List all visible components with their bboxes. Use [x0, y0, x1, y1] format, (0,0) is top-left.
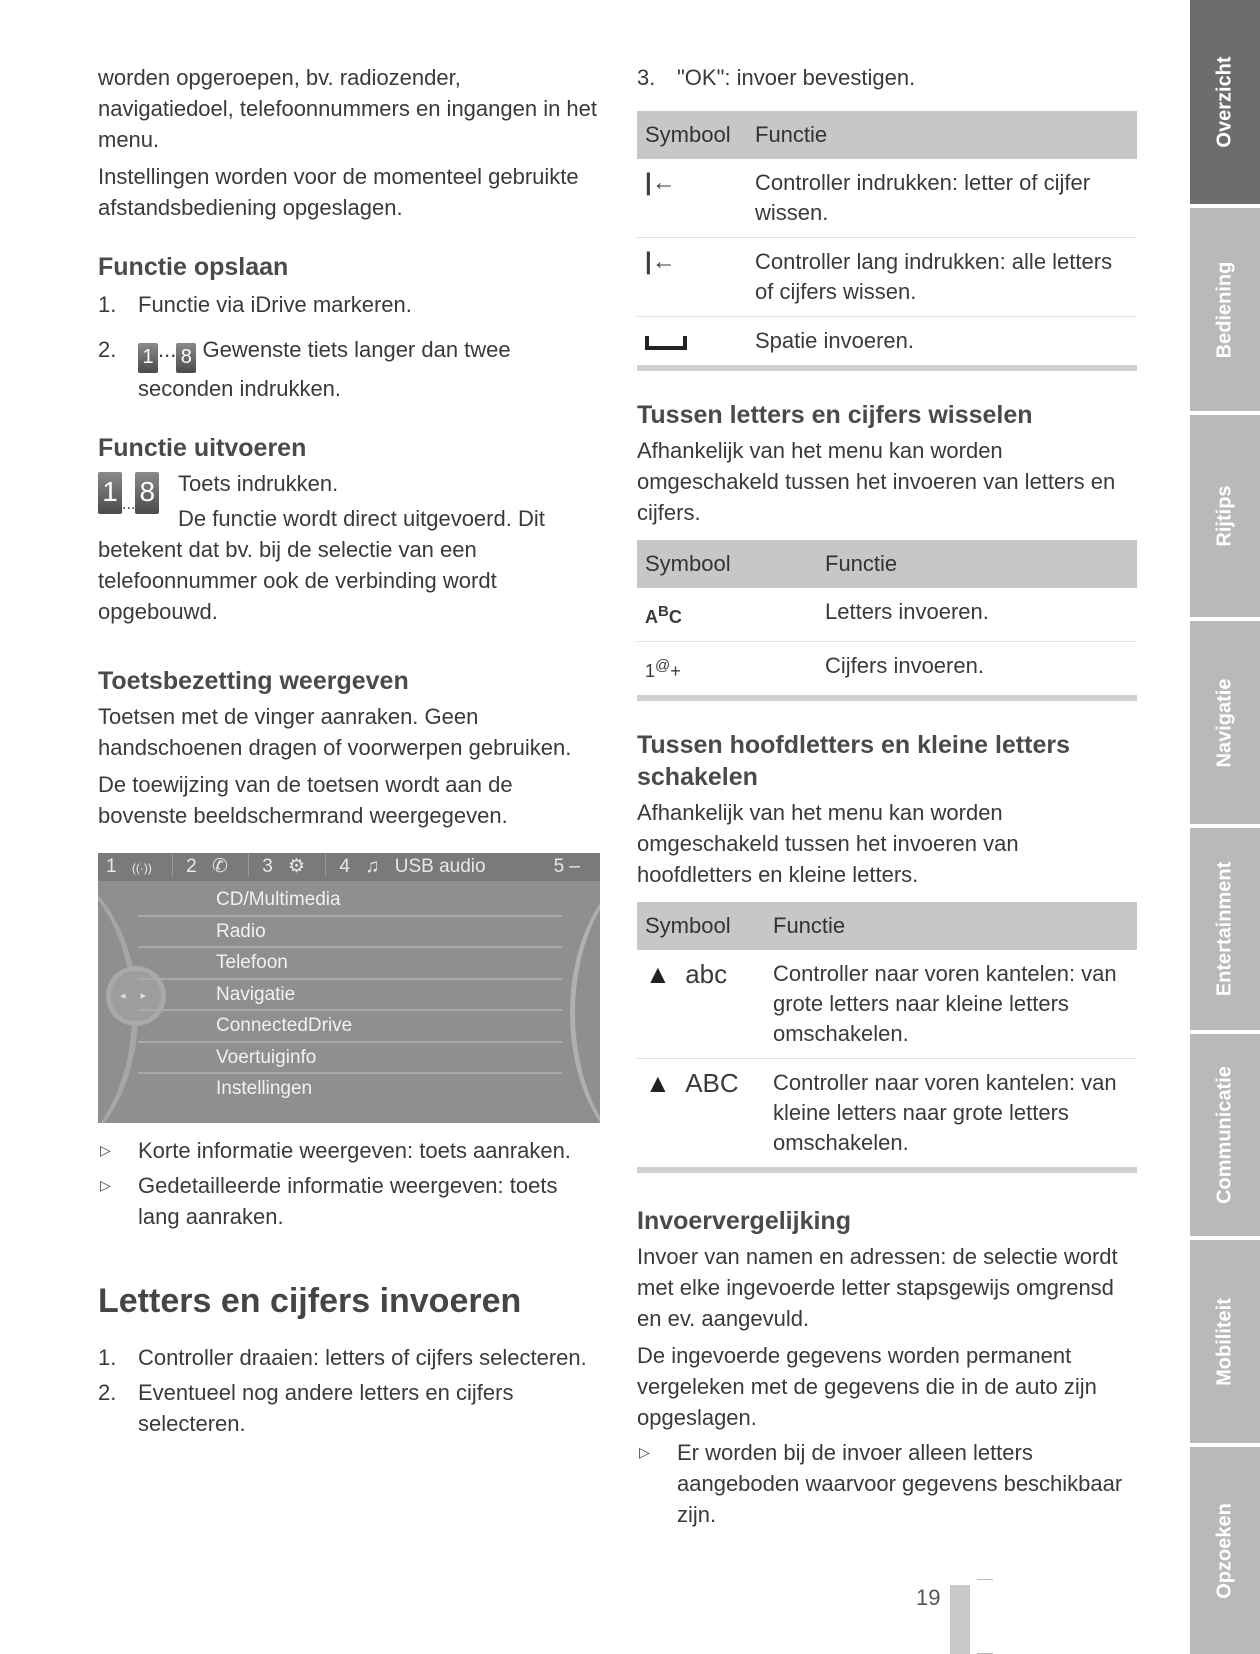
radio-icon: ((·)) — [131, 861, 152, 875]
left-column: worden opgeroepen, bv. radiozender, navigatiedoel, telefoonnummers en ingangen in het menu. Instellingen worden voor de momenteel gebruikte afstandsbediening opgeslagen. Functie opslaan 1. Functie via iDrive markeren. 2. 1 ... 8 Gewenste tiets langer dan twee seconden indrukken. Functie uitvoeren 1 ... 8 Toets indrukken. De functie wordt direct uitgevoerd. Dit betekent dat bv. bij de selectie van een telefoonnummer ook de verbinding wordt opgebouwd. Toetsbezetting weergeven Toetsen met de vinger aanraken. Geen handschoenen dragen of voorwerpen gebruiken. De toewijzing van de toetsen wordt aan de bovenste beeldschermrand weergegeven. 1 ((·)) 2 ✆ 3 ⚙ 4 ♫ USB audio 5 – ◂ ▸ CD/Multimedia Radio Telefoon Navigatie ConnectedDrive Voertuiginfo Instellingen ▷ Korte informatie weergeven: toets aanraken. ▷ Gedetailleerde informatie weergeven: toets lang aanraken. Letters en cijfers invoeren 1. Controller draaien: letters of cijfers selecteren. 2. Eventueel nog andere letters en cijfers selecteren. — [98, 62, 598, 1439]
list-item: ▷ Korte informatie weergeven: toets aanraken. — [98, 1135, 598, 1166]
right-column: 3. "OK": invoer bevestigen. Symbool Functie |← Controller indrukken: letter of cijfer wissen. |← Controller lang indrukken: alle letters of cijfers wissen. Spatie invoeren. Tussen letters en cijfers wisselen Afhankelijk van het menu kan worden omgeschakeld tussen het invoeren van letters en cijfers. Symbool Functie $A^BC$ Letters invoeren. 1@+ Cijfers invoeren. Tussen hoofdletters en kleine letters schakelen Afhankelijk van het menu kan worden omgeschakeld tussen het invoeren van hoofdletters en kleine letters. Symbool Functie ▲ abc Controller naar voren kantelen: van grote letters naar kleine letters omschakelen. ▲ ABC Controller naar voren kantelen: van kleine letters naar grote letters omschakelen. Invoervergelijking Invoer van namen en adressen: de selectie wordt met elke ingevoerde letter stapsgewijs omgrensd en ev. aangevuld. De ingevoerde gegevens worden permanent vergeleken met de gegevens die in de auto zijn opgeslagen. ▷ Er worden bij de invoer alleen letters aangeboden waarvoor gegevens beschikbaar zijn. — [637, 62, 1137, 1530]
table-row: 1@+ Cijfers invoeren. — [637, 642, 1137, 696]
menu-item-radio: Radio — [138, 917, 562, 949]
list-item: ▷ Gedetailleerde informatie weergeven: toets lang aanraken. — [98, 1170, 598, 1232]
key-8-icon: 8 — [176, 343, 196, 373]
menu-item-instellingen: Instellingen — [216, 1078, 313, 1099]
mode-symbols-table: Symbool Functie $A^BC$ Letters invoeren. 1@+ Cijfers invoeren. — [637, 540, 1137, 695]
heading-execute-function: Functie uitvoeren — [98, 434, 307, 462]
page-tick — [977, 1579, 993, 1580]
delete-all-icon: |← — [637, 238, 747, 317]
page-marker-bar — [950, 1585, 970, 1654]
settings-note: Instellingen worden voor de momenteel gebruikte afstandsbediening opgeslagen. — [98, 164, 579, 220]
table-row: ▲ ABC Controller naar voren kantelen: van kleine letters naar grote letters omschakelen. — [637, 1059, 1137, 1168]
tab-opzoeken[interactable]: Opzoeken — [1190, 1447, 1260, 1654]
list-item: 2. 1 ... 8 Gewenste tiets langer dan twee seconden indrukken. — [98, 337, 511, 401]
menu-item-navigatie: Navigatie — [138, 980, 562, 1012]
gear-icon: ⚙ — [288, 856, 306, 877]
list-item: 1. Controller draaien: letters of cijfers selecteren. — [98, 1345, 587, 1370]
key-1-icon: 1 — [138, 343, 158, 373]
table-row: |← Controller lang indrukken: alle letters of cijfers wissen. — [637, 238, 1137, 317]
music-disc-icon: ♫ — [365, 856, 380, 877]
heading-save-function: Functie opslaan — [98, 253, 289, 281]
source-label: USB audio — [394, 856, 486, 877]
controller-knob-icon: ◂ ▸ — [106, 966, 166, 1026]
table-row: |← Controller indrukken: letter of cijfer wissen. — [637, 159, 1137, 238]
idrive-screen-image — [98, 853, 600, 1123]
heading-input-matching: Invoervergelijking — [637, 1207, 851, 1235]
tilt-up-lowercase-icon: ▲ abc — [645, 959, 728, 989]
table-row: ▲ abc Controller naar voren kantelen: van grote letters naar kleine letters omschakelen. — [637, 950, 1137, 1059]
letters-mode-icon: $A^BC$ — [645, 603, 682, 627]
table-row: Spatie invoeren. — [637, 317, 1137, 366]
tab-navigatie[interactable]: Navigatie — [1190, 621, 1260, 824]
heading-switch-case: Tussen hoofdletters en kleine letters schakelen — [637, 731, 1070, 791]
heading-show-keys: Toetsbezetting weergeven — [98, 667, 409, 695]
key-1-icon: 1 — [98, 472, 122, 514]
key-8-icon: 8 — [135, 472, 159, 514]
case-symbols-table: Symbool Functie ▲ abc Controller naar voren kantelen: van grote letters naar kleine letters omschakelen. ▲ ABC Controller naar voren kantelen: van kleine letters naar grote letters omschakelen. — [637, 902, 1137, 1167]
phone-icon: ✆ — [211, 856, 228, 877]
favorites-bar: 1 ((·)) 2 ✆ 3 ⚙ 4 ♫ USB audio 5 – — [98, 853, 600, 881]
heading-switch-letters-digits: Tussen letters en cijfers wisselen — [637, 401, 1033, 429]
intro-paragraph: worden opgeroepen, bv. radiozender, navigatiedoel, telefoonnummers en ingangen in het menu. — [98, 65, 598, 152]
screen-right-arc — [570, 863, 600, 1123]
bullet-triangle-icon: ▷ — [100, 1142, 111, 1158]
bullet-triangle-icon: ▷ — [639, 1444, 650, 1460]
delete-char-icon: |← — [645, 169, 676, 196]
menu-item-voertuiginfo: Voertuiginfo — [138, 1043, 562, 1075]
chapter-tabs — [1190, 0, 1260, 1654]
list-item: 1. Functie via iDrive markeren. — [98, 292, 412, 317]
tab-rijtips[interactable]: Rijtips — [1190, 415, 1260, 617]
tab-mobiliteit[interactable]: Mobiliteit — [1190, 1240, 1260, 1443]
table-end-rule — [637, 695, 1137, 701]
table-end-rule — [637, 365, 1137, 371]
key-range: 1 ... 8 — [98, 468, 178, 528]
bullet-triangle-icon: ▷ — [100, 1177, 111, 1193]
space-icon — [645, 336, 687, 350]
main-menu — [138, 885, 562, 1106]
list-item: 2. Eventueel nog andere letters en cijfers selecteren. — [98, 1380, 514, 1436]
menu-item-telefoon: Telefoon — [138, 948, 562, 980]
favorite-5: 5 – — [553, 856, 580, 877]
list-item: ▷ Er worden bij de invoer alleen letters aangeboden waarvoor gegevens beschikbaar zijn. — [637, 1437, 1137, 1530]
section-title: Letters en cijfers invoeren — [98, 1282, 522, 1320]
list-item: 3. "OK": invoer bevestigen. — [637, 65, 916, 90]
menu-item-cd-multimedia: CD/Multimedia — [138, 885, 562, 917]
tab-overzicht[interactable]: Overzicht — [1190, 0, 1260, 204]
execute-block: 1 ... 8 Toets indrukken. De functie wordt direct uitgevoerd. Dit betekent dat bv. bij de selectie van een telefoonnummer ook de verbinding wordt opgebouwd. — [98, 468, 598, 627]
tab-communicatie[interactable]: Communicatie — [1190, 1034, 1260, 1236]
table-end-rule — [637, 1167, 1137, 1173]
menu-item-connecteddrive: ConnectedDrive — [138, 1011, 562, 1043]
delete-symbols-table: Symbool Functie |← Controller indrukken: letter of cijfer wissen. |← Controller lang indrukken: alle letters of cijfers wissen. Spatie invoeren. — [637, 111, 1137, 365]
tilt-up-uppercase-icon: ▲ ABC — [637, 1059, 765, 1168]
tab-entertainment[interactable]: Entertainment — [1190, 828, 1260, 1030]
page-number: 19 — [916, 1585, 941, 1610]
digits-mode-icon: 1@+ — [637, 642, 817, 696]
table-row: $A^BC$ Letters invoeren. — [637, 588, 1137, 642]
tab-bediening[interactable]: Bediening — [1190, 208, 1260, 411]
